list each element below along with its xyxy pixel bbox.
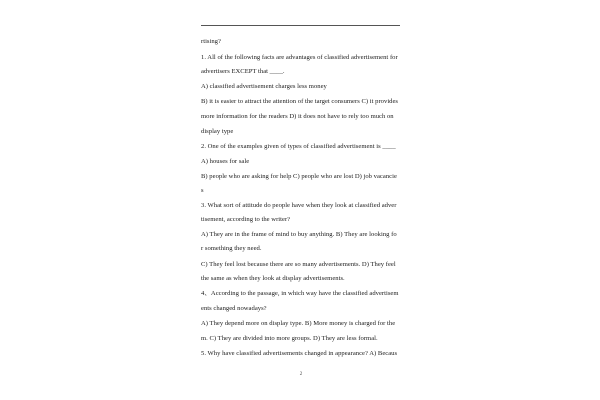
text-line: advertisers EXCEPT that ____. [201, 68, 285, 75]
question-1-stem: 1. All of the following facts are advantages of classified advertisement for [201, 54, 398, 61]
question-1-options-bc: B) it is easier to attract the attention of the target consumers C) it provides [201, 98, 399, 105]
question-2-option-a: A) houses for sale [201, 158, 250, 165]
text-line: the same as when they look at display advertisements. [201, 275, 345, 282]
text-line: tisement, according to the writer? [201, 216, 291, 223]
question-1-option-a: A) classified advertisement charges less money [201, 83, 327, 90]
question-2-stem: 2. One of the examples given of types of classified advertisement is ____ [201, 143, 396, 150]
text-line: more information for the readers D) it does not have to rely too much on [201, 113, 394, 120]
text-line: s [201, 187, 204, 194]
question-4-stem: 4、According to the passage, in which way have the classified advertisem [201, 290, 399, 297]
question-3-options-ab: A) They are in the frame of mind to buy anything. B) They are looking fo [201, 231, 397, 238]
question-5-stem: 5. Why have classified advertisements changed in appearance? A) Becaus [201, 350, 398, 357]
text-line: rtising? [201, 38, 221, 45]
header-rule [201, 25, 400, 26]
text-line: display type [201, 128, 234, 135]
question-4-options-cd: m. C) They are divided into more groups. D) They are less formal. [201, 335, 378, 342]
question-3-stem: 3. What sort of attitude do people have when they look at classified adver [201, 202, 397, 209]
question-3-options-cd: C) They feel lost because there are so many advertisements. D) They feel [201, 261, 396, 268]
page-number: 2 [299, 372, 303, 377]
text-line: r something they need. [201, 245, 262, 252]
question-4-options-ab: A) They depend more on display type. B) More money is charged for the [201, 320, 396, 327]
text-line: ents changed nowadays? [201, 305, 267, 312]
question-2-options-bcd: B) people who are asking for help C) people who are lost D) job vacancie [201, 173, 397, 180]
